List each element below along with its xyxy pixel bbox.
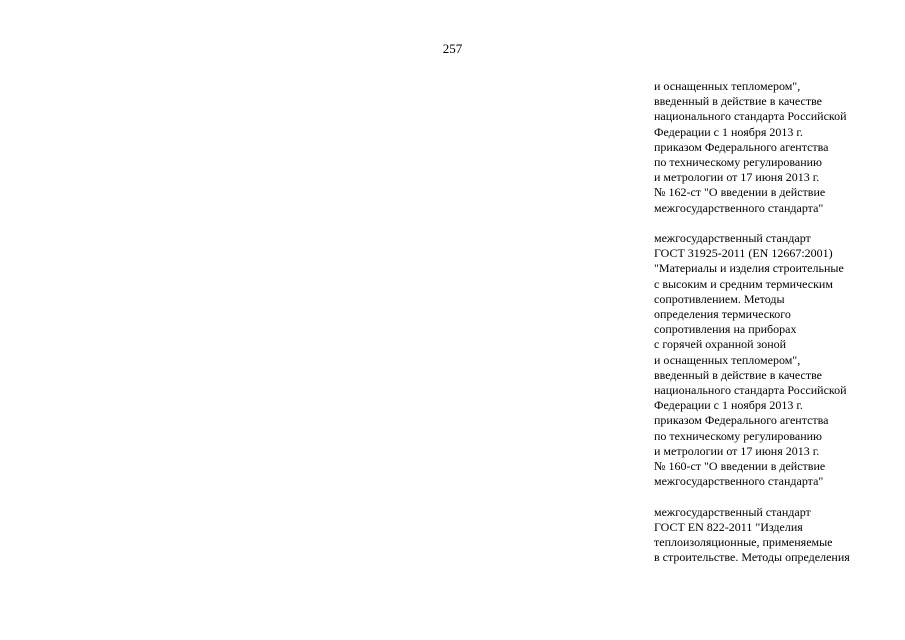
text-line: по техническому регулированию <box>654 428 823 443</box>
text-line: и метрологии от 17 июня 2013 г. <box>654 443 820 458</box>
text-line: определения термического <box>654 307 791 322</box>
text-line: № 160-ст "О введении в действие <box>654 459 826 474</box>
text-line: приказом Федерального агентства <box>654 413 829 428</box>
text-line: № 162-ст "О введении в действие <box>654 185 826 200</box>
text-line: сопротивлением. Методы <box>654 291 785 306</box>
page-number: 257 <box>442 41 463 56</box>
text-line: и метрологии от 17 июня 2013 г. <box>654 170 820 185</box>
text-line: и оснащенных тепломером", <box>654 79 801 93</box>
text-line: "Материалы и изделия строительные <box>654 261 844 276</box>
text-line: национального стандарта Российской <box>654 383 847 398</box>
text-line: ГОСТ EN 822-2011 "Изделия <box>654 519 803 534</box>
paragraph-gost-31925 <box>654 231 899 489</box>
text-line: теплоизоляционные, применяемые <box>654 535 833 550</box>
text-line: национального стандарта Российской <box>654 109 847 124</box>
paragraph-gost-162 <box>654 79 899 216</box>
text-line: приказом Федерального агентства <box>654 139 829 154</box>
text-line: межгосударственного стандарта" <box>654 200 824 215</box>
text-line: с высоким и средним термическим <box>654 276 833 291</box>
text-line: Федерации с 1 ноября 2013 г. <box>654 398 803 413</box>
text-line: с горячей охранной зоной <box>654 337 787 352</box>
text-line: межгосударственный стандарт <box>654 231 811 246</box>
text-line: сопротивления на приборах <box>654 322 797 337</box>
text-line: ГОСТ 31925-2011 (EN 12667:2001) <box>654 246 833 261</box>
text-line: и оснащенных тепломером", <box>654 352 801 367</box>
text-line: по техническому регулированию <box>654 155 823 170</box>
text-line: межгосударственный стандарт <box>654 504 811 519</box>
paragraph-gost-en-822 <box>654 505 899 566</box>
text-column <box>654 79 899 565</box>
text-line: введенный в действие в качестве <box>654 94 823 109</box>
text-line: межгосударственного стандарта" <box>654 474 824 489</box>
text-line: Федерации с 1 ноября 2013 г. <box>654 124 803 139</box>
text-line: в строительстве. Методы определения <box>654 550 850 565</box>
text-line: введенный в действие в качестве <box>654 367 823 382</box>
